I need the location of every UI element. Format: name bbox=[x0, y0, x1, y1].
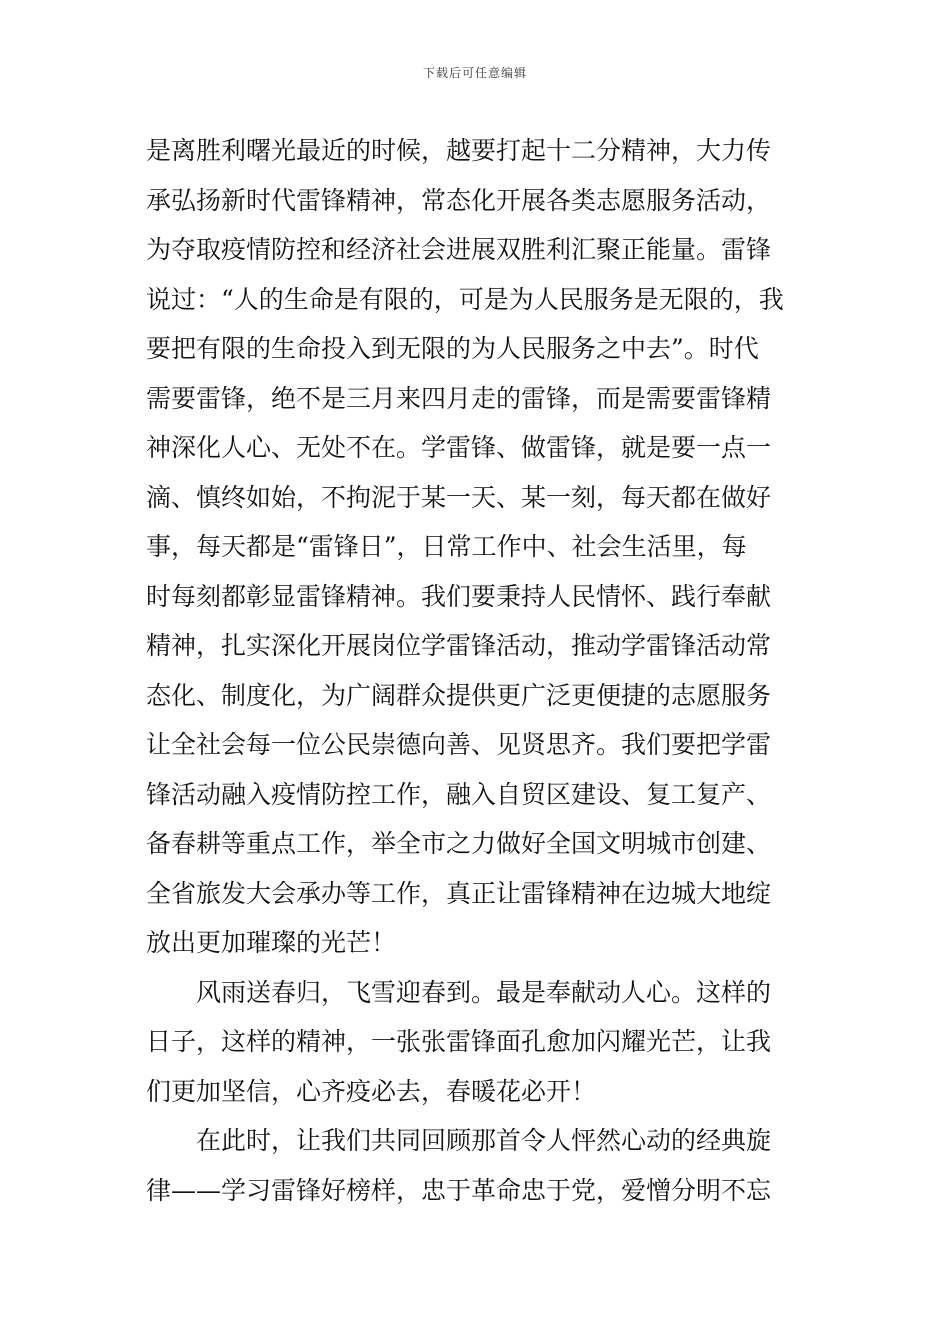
body-line: 律——学习雷锋好榜样，忠于革命忠于党，爱憎分明不忘 bbox=[146, 1175, 772, 1205]
body-line: 要把有限的生命投入到无限的为人民服务之中去”。时代 bbox=[146, 334, 759, 363]
body-line: 精神，扎实深化开展岗位学雷锋活动，推动学雷锋活动常 bbox=[146, 631, 772, 660]
body-line: 风雨送春归，飞雪迎春到。最是奉献动人心。这样的 bbox=[146, 977, 772, 1007]
body-line: 日子，这样的精神，一张张雷锋面孔愈加闪耀光芒，让我 bbox=[146, 1027, 772, 1056]
body-line: 说过：“人的生命是有限的，可是为人民服务是无限的，我 bbox=[146, 284, 784, 314]
body-line: 时每刻都彰显雷锋精神。我们要秉持人民情怀、践行奉献 bbox=[146, 581, 772, 611]
body-line: 需要雷锋，绝不是三月来四月走的雷锋，而是需要雷锋精 bbox=[146, 383, 772, 413]
body-line: 全省旅发大会承办等工作，真正让雷锋精神在边城大地绽 bbox=[146, 878, 772, 908]
page-header: 下载后可任意编辑 bbox=[422, 66, 527, 80]
body-line: 们更加坚信，心齐疫必去，春暖花必开！ bbox=[146, 1076, 597, 1106]
body-line: 态化、制度化，为广阔群众提供更广泛更便捷的志愿服务 bbox=[146, 680, 772, 710]
body-line: 滴、慎终如始，不拘泥于某一天、某一刻，每天都在做好 bbox=[146, 482, 772, 512]
body-line: 让全社会每一位公民崇德向善、见贤思齐。我们要把学雷 bbox=[146, 730, 772, 759]
body-line: 是离胜利曙光最近的时候，越要打起十二分精神，大力传 bbox=[146, 136, 772, 165]
body-line: 备春耕等重点工作，举全市之力做好全国文明城市创建、 bbox=[146, 829, 772, 858]
body-line: 神深化人心、无处不在。学雷锋、做雷锋，就是要一点一 bbox=[146, 433, 772, 462]
document-body bbox=[146, 126, 810, 1215]
body-line: 为夺取疫情防控和经济社会进展双胜利汇聚正能量。雷锋 bbox=[146, 235, 772, 264]
body-line: 承弘扬新时代雷锋精神，常态化开展各类志愿服务活动， bbox=[146, 185, 772, 215]
body-line: 在此时，让我们共同回顾那首令人怦然心动的经典旋 bbox=[146, 1126, 772, 1155]
body-line: 放出更加璀璨的光芒！ bbox=[146, 928, 397, 957]
body-line: 事，每天都是“雷锋日”，日常工作中、社会生活里，每 bbox=[146, 532, 747, 561]
body-line: 锋活动融入疫情防控工作，融入自贸区建设、复工复产、 bbox=[146, 779, 772, 809]
